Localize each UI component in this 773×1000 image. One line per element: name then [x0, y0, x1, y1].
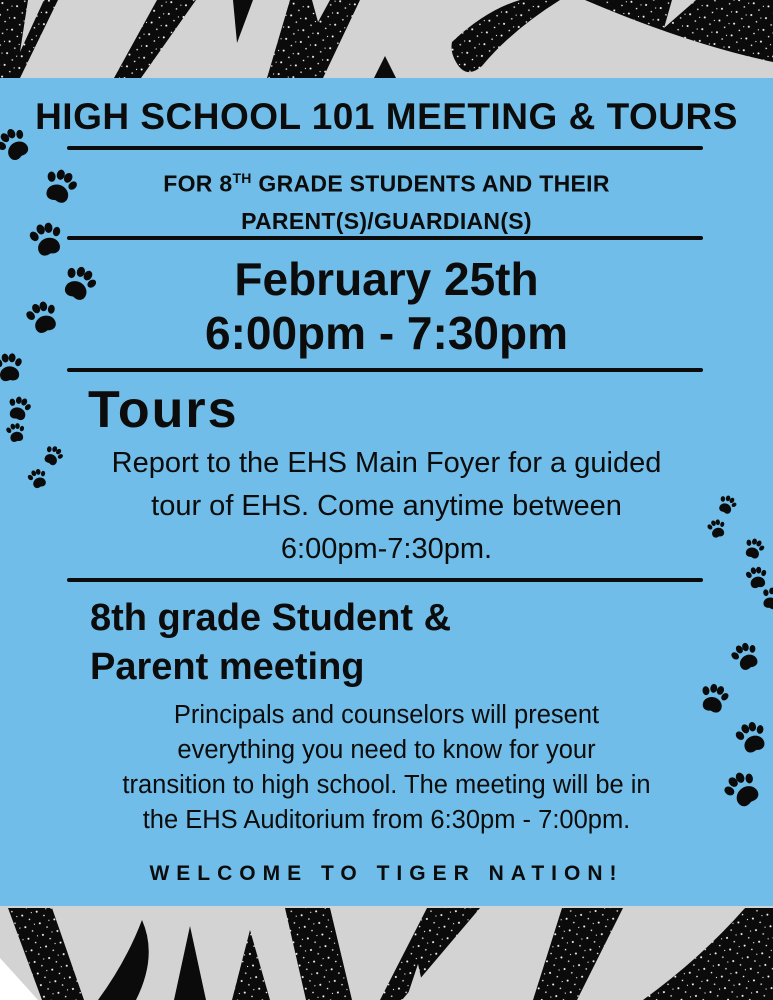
divider-line — [67, 578, 703, 582]
tours-body-line: 6:00pm-7:30pm. — [280, 533, 493, 565]
event-date: February 25th — [234, 253, 539, 305]
audience-line-1 — [0, 160, 773, 203]
tours-section-heading: Tours — [88, 381, 239, 439]
meeting-heading-line: Parent meeting — [90, 646, 365, 688]
tiger-stripe-border-bottom — [0, 906, 773, 1000]
meeting-body-line: everything you need to know for your — [177, 736, 596, 764]
tiger-stripes-bottom — [0, 908, 773, 1000]
divider-line — [67, 236, 703, 240]
divider-line — [67, 146, 703, 150]
meeting-section-heading — [90, 594, 451, 692]
divider-line — [67, 368, 703, 372]
meeting-body-line: Principals and counselors will present — [173, 701, 600, 729]
welcome-footer: WELCOME TO TIGER NATION! — [149, 862, 624, 885]
tiger-stripe-border-top — [0, 0, 773, 78]
tours-body-line: tour of EHS. Come anytime between — [151, 490, 622, 522]
tours-section-body — [0, 442, 773, 571]
meeting-body-line: the EHS Auditorium from 6:30pm - 7:00pm. — [142, 806, 631, 834]
audience-line1-superscript: TH — [232, 170, 252, 186]
meeting-body-line: transition to high school. The meeting will be in — [122, 771, 651, 799]
meeting-section-body — [0, 698, 773, 838]
flyer-title: HIGH SCHOOL 101 MEETING & TOURS — [35, 96, 738, 137]
audience-line-2: PARENT(S)/GUARDIAN(S) — [241, 207, 532, 234]
audience-line1-rest: GRADE STUDENTS AND THEIR — [251, 170, 610, 197]
meeting-heading-line: 8th grade Student & — [90, 597, 452, 639]
audience-subtitle — [0, 160, 773, 240]
tours-body-line: Report to the EHS Main Foyer for a guided — [111, 447, 662, 479]
tiger-stripes-top — [0, 0, 773, 78]
audience-line1-prefix: FOR 8 — [163, 170, 233, 197]
event-time: 6:00pm - 7:30pm — [204, 307, 568, 359]
